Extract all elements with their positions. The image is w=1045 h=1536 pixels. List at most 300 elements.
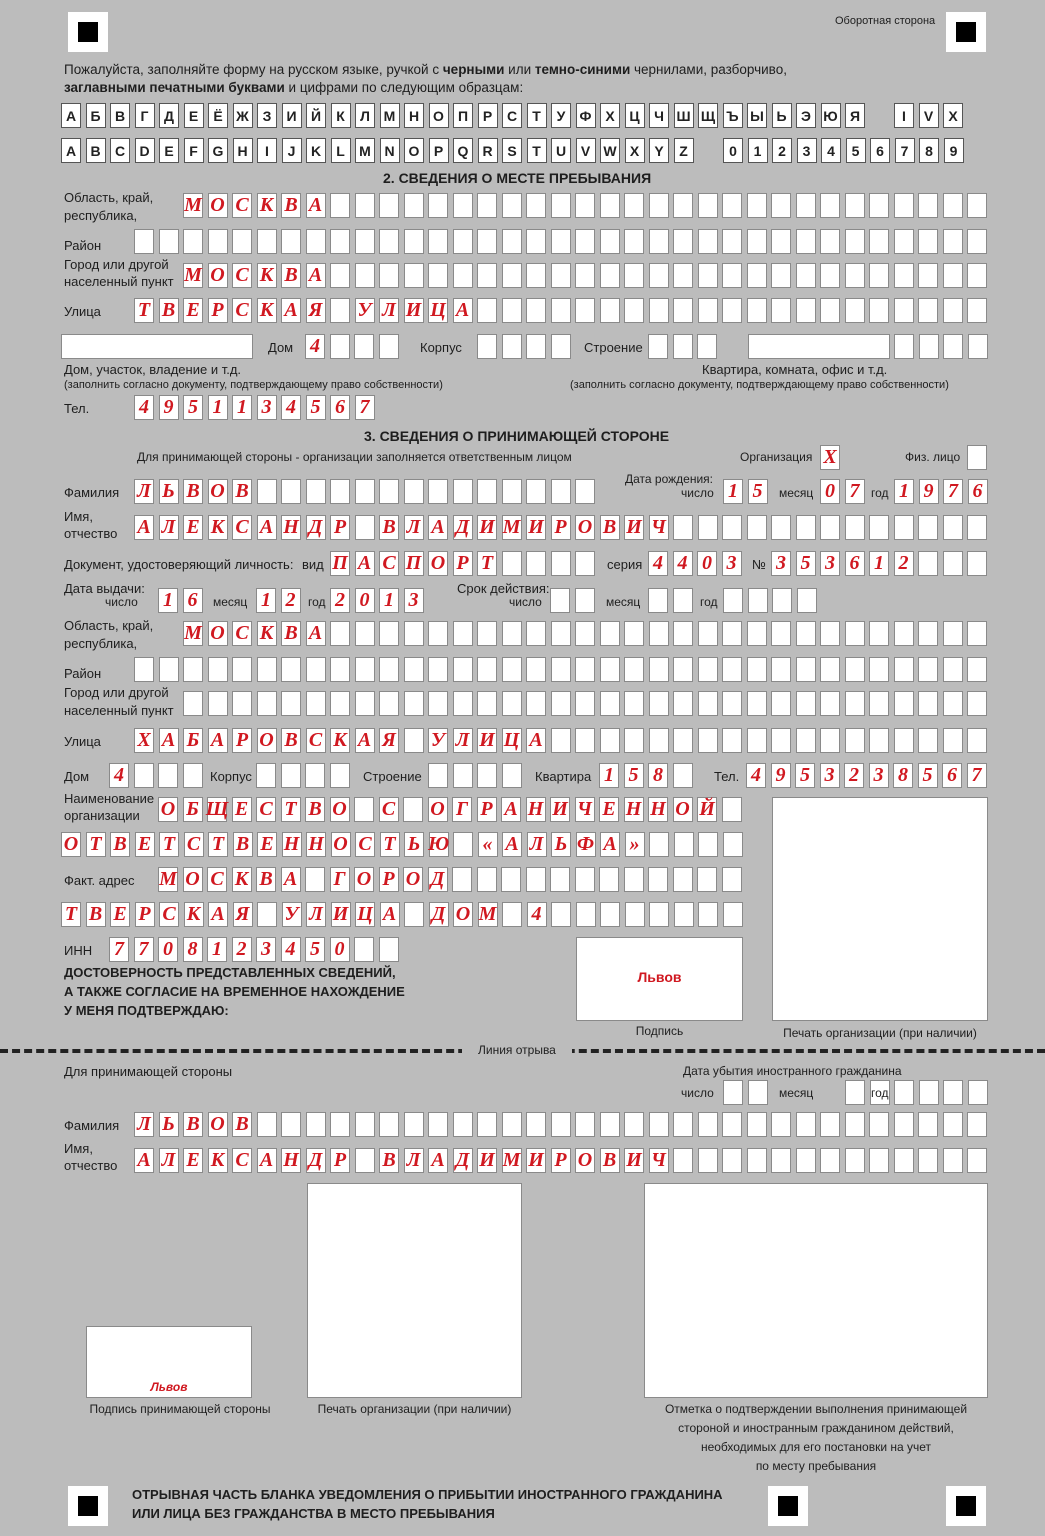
char-cell[interactable] [698, 657, 718, 682]
char-cell[interactable]: Л [134, 479, 154, 504]
char-cell[interactable] [453, 1112, 473, 1137]
char-cell[interactable]: В [600, 515, 620, 540]
char-cell[interactable] [502, 229, 522, 254]
char-cell[interactable] [722, 621, 742, 646]
char-cell[interactable] [919, 1080, 939, 1105]
char-cell[interactable]: О [208, 621, 228, 646]
char-cell[interactable] [747, 263, 767, 288]
departure-day-field[interactable] [723, 1080, 772, 1105]
char-cell[interactable] [796, 515, 816, 540]
char-cell[interactable]: К [208, 1148, 228, 1173]
char-cell[interactable] [600, 691, 620, 716]
char-cell[interactable]: Ю [427, 833, 450, 855]
char-cell[interactable] [845, 1148, 865, 1173]
char-cell[interactable] [379, 229, 399, 254]
char-cell[interactable] [477, 621, 497, 646]
char-cell[interactable] [869, 263, 889, 288]
char-cell[interactable] [723, 588, 743, 613]
char-cell[interactable] [673, 263, 693, 288]
char-cell[interactable] [673, 334, 693, 359]
char-cell[interactable] [722, 263, 742, 288]
char-cell[interactable] [918, 298, 938, 323]
stay-flat-field[interactable] [894, 334, 992, 359]
char-cell[interactable]: О [453, 902, 473, 927]
char-cell[interactable]: О [208, 263, 228, 288]
char-cell[interactable] [648, 867, 668, 892]
char-cell[interactable]: И [526, 515, 546, 540]
char-cell[interactable]: А [134, 1148, 154, 1173]
char-cell[interactable]: С [232, 621, 252, 646]
char-cell[interactable] [796, 691, 816, 716]
char-cell[interactable]: П [404, 551, 424, 576]
char-cell[interactable] [747, 1112, 767, 1137]
char-cell[interactable]: С [159, 902, 179, 927]
char-cell[interactable]: 5 [305, 937, 325, 962]
char-cell[interactable]: И [477, 515, 497, 540]
char-cell[interactable] [869, 193, 889, 218]
char-cell[interactable]: И [477, 728, 497, 753]
char-cell[interactable] [526, 193, 546, 218]
char-cell[interactable]: 3 [256, 937, 276, 962]
char-cell[interactable] [771, 1148, 791, 1173]
char-cell[interactable]: О [183, 867, 203, 892]
char-cell[interactable]: И [477, 1148, 497, 1173]
char-cell[interactable] [575, 551, 595, 576]
char-cell[interactable] [501, 867, 521, 892]
char-cell[interactable] [551, 621, 571, 646]
char-cell[interactable] [600, 193, 620, 218]
char-cell[interactable] [526, 867, 546, 892]
host-phone-field[interactable] [746, 763, 991, 788]
char-cell[interactable] [624, 298, 644, 323]
char-cell[interactable]: С [232, 263, 252, 288]
char-cell[interactable]: 6 [330, 395, 350, 420]
char-cell[interactable]: В [86, 902, 106, 927]
char-cell[interactable]: 7 [967, 763, 987, 788]
tearoff-stamp-box[interactable] [307, 1183, 522, 1398]
char-cell[interactable] [330, 334, 350, 359]
char-cell[interactable] [771, 298, 791, 323]
char-cell[interactable] [673, 229, 693, 254]
char-cell[interactable] [845, 621, 865, 646]
char-cell[interactable] [943, 621, 963, 646]
char-cell[interactable] [918, 691, 938, 716]
char-cell[interactable]: В [110, 832, 130, 857]
char-cell[interactable] [600, 298, 620, 323]
char-cell[interactable] [575, 621, 595, 646]
char-cell[interactable]: 0 [158, 937, 178, 962]
org-stamp-box[interactable] [772, 797, 988, 1021]
char-cell[interactable]: К [257, 298, 277, 323]
char-cell[interactable] [943, 334, 963, 359]
char-cell[interactable]: К [257, 263, 277, 288]
char-cell[interactable] [673, 691, 693, 716]
char-cell[interactable]: Е [183, 515, 203, 540]
char-cell[interactable] [453, 263, 473, 288]
char-cell[interactable] [673, 1148, 693, 1173]
char-cell[interactable]: 5 [795, 763, 815, 788]
char-cell[interactable] [428, 621, 448, 646]
char-cell[interactable] [404, 263, 424, 288]
char-cell[interactable] [673, 193, 693, 218]
char-cell[interactable] [575, 229, 595, 254]
char-cell[interactable] [477, 263, 497, 288]
char-cell[interactable]: 7 [355, 395, 375, 420]
char-cell[interactable] [526, 479, 546, 504]
stay-korpus-field[interactable] [477, 334, 575, 359]
char-cell[interactable]: Й [697, 797, 717, 822]
char-cell[interactable]: С [379, 797, 399, 822]
char-cell[interactable] [256, 763, 276, 788]
char-cell[interactable] [943, 263, 963, 288]
char-cell[interactable] [281, 657, 301, 682]
char-cell[interactable]: 6 [968, 479, 988, 504]
char-cell[interactable]: 1 [869, 551, 889, 576]
char-cell[interactable] [379, 193, 399, 218]
char-cell[interactable] [599, 867, 619, 892]
char-cell[interactable] [134, 229, 154, 254]
char-cell[interactable]: 4 [109, 763, 129, 788]
char-cell[interactable] [771, 515, 791, 540]
char-cell[interactable]: 9 [159, 395, 179, 420]
char-cell[interactable] [575, 588, 595, 613]
char-cell[interactable]: Ч [649, 1148, 669, 1173]
char-cell[interactable]: В [233, 832, 253, 857]
char-cell[interactable] [919, 334, 939, 359]
char-cell[interactable] [379, 334, 399, 359]
char-cell[interactable]: Е [135, 832, 155, 857]
char-cell[interactable]: Ц [355, 902, 375, 927]
char-cell[interactable] [894, 621, 914, 646]
char-cell[interactable]: Л [159, 1148, 179, 1173]
char-cell[interactable]: С [379, 551, 399, 576]
char-cell[interactable] [330, 263, 350, 288]
char-cell[interactable]: Е [257, 832, 277, 857]
char-cell[interactable] [624, 867, 644, 892]
char-cell[interactable]: М [184, 194, 202, 216]
char-cell[interactable] [281, 229, 301, 254]
char-cell[interactable] [551, 193, 571, 218]
char-cell[interactable] [796, 657, 816, 682]
char-cell[interactable] [796, 728, 816, 753]
char-cell[interactable] [379, 937, 399, 962]
char-cell[interactable] [698, 193, 718, 218]
char-cell[interactable] [673, 588, 693, 613]
char-cell[interactable] [796, 621, 816, 646]
char-cell[interactable] [796, 263, 816, 288]
char-cell[interactable]: Б [183, 797, 203, 822]
char-cell[interactable]: Ч [575, 797, 595, 822]
char-cell[interactable] [649, 1112, 669, 1137]
char-cell[interactable]: О [208, 1112, 228, 1137]
char-cell[interactable] [771, 1112, 791, 1137]
char-cell[interactable] [502, 479, 522, 504]
orgname-field-1[interactable] [158, 797, 746, 822]
char-cell[interactable] [845, 1112, 865, 1137]
char-cell[interactable] [281, 763, 301, 788]
char-cell[interactable] [918, 515, 938, 540]
char-cell[interactable] [281, 1112, 301, 1137]
char-cell[interactable]: А [208, 902, 228, 927]
char-cell[interactable]: 2 [232, 937, 252, 962]
char-cell[interactable] [845, 298, 865, 323]
char-cell[interactable]: В [305, 797, 325, 822]
char-cell[interactable]: А [281, 298, 301, 323]
char-cell[interactable]: У [282, 902, 302, 927]
char-cell[interactable] [869, 298, 889, 323]
char-cell[interactable] [354, 797, 374, 822]
char-cell[interactable] [771, 691, 791, 716]
char-cell[interactable]: Р [551, 515, 571, 540]
char-cell[interactable] [526, 691, 546, 716]
char-cell[interactable]: Р [330, 1148, 350, 1173]
char-cell[interactable] [943, 1148, 963, 1173]
char-cell[interactable]: С [355, 832, 375, 857]
char-cell[interactable] [257, 1112, 277, 1137]
char-cell[interactable]: Т [477, 551, 497, 576]
host-flat-field[interactable] [599, 763, 697, 788]
char-cell[interactable] [943, 551, 963, 576]
char-cell[interactable]: Х [820, 445, 840, 470]
char-cell[interactable] [820, 621, 840, 646]
char-cell[interactable] [894, 691, 914, 716]
char-cell[interactable] [894, 657, 914, 682]
char-cell[interactable]: О [257, 728, 277, 753]
char-cell[interactable] [967, 551, 987, 576]
char-cell[interactable] [575, 1112, 595, 1137]
char-cell[interactable]: В [600, 1148, 620, 1173]
char-cell[interactable] [404, 691, 424, 716]
char-cell[interactable] [624, 691, 644, 716]
char-cell[interactable] [330, 298, 350, 323]
departure-year-field[interactable] [894, 1080, 992, 1105]
char-cell[interactable] [355, 193, 375, 218]
char-cell[interactable]: Л [379, 298, 399, 323]
char-cell[interactable] [428, 763, 448, 788]
char-cell[interactable] [968, 334, 988, 359]
char-cell[interactable]: О [673, 797, 693, 822]
doc-kind-field[interactable] [330, 551, 600, 576]
char-cell[interactable]: 1 [232, 395, 252, 420]
char-cell[interactable] [600, 1112, 620, 1137]
char-cell[interactable] [698, 298, 718, 323]
char-cell[interactable] [551, 263, 571, 288]
char-cell[interactable]: И [550, 797, 570, 822]
char-cell[interactable] [820, 229, 840, 254]
char-cell[interactable] [330, 479, 350, 504]
char-cell[interactable] [869, 515, 889, 540]
char-cell[interactable]: 7 [943, 479, 963, 504]
char-cell[interactable] [918, 551, 938, 576]
char-cell[interactable] [722, 657, 742, 682]
char-cell[interactable] [747, 621, 767, 646]
char-cell[interactable] [648, 588, 668, 613]
char-cell[interactable] [943, 229, 963, 254]
char-cell[interactable] [183, 657, 203, 682]
char-cell[interactable] [551, 902, 571, 927]
char-cell[interactable] [600, 229, 620, 254]
char-cell[interactable]: О [428, 797, 448, 822]
char-cell[interactable]: Д [306, 515, 326, 540]
char-cell[interactable] [894, 515, 914, 540]
char-cell[interactable]: Р [453, 551, 473, 576]
char-cell[interactable]: В [379, 515, 399, 540]
char-cell[interactable]: А [257, 515, 277, 540]
char-cell[interactable]: 4 [746, 763, 766, 788]
char-cell[interactable] [183, 691, 203, 716]
house-type-field[interactable] [61, 334, 253, 359]
char-cell[interactable] [575, 263, 595, 288]
char-cell[interactable] [502, 193, 522, 218]
char-cell[interactable] [649, 691, 669, 716]
char-cell[interactable] [330, 621, 350, 646]
valid-month-field[interactable] [648, 588, 697, 613]
char-cell[interactable] [502, 621, 522, 646]
char-cell[interactable]: Р [232, 728, 252, 753]
char-cell[interactable] [551, 229, 571, 254]
char-cell[interactable]: Н [281, 1148, 301, 1173]
char-cell[interactable] [330, 229, 350, 254]
char-cell[interactable]: С [232, 298, 252, 323]
char-cell[interactable]: 5 [183, 395, 203, 420]
fact-address-field-1[interactable] [158, 867, 746, 892]
char-cell[interactable]: А [428, 515, 448, 540]
char-cell[interactable]: Н [526, 797, 546, 822]
char-cell[interactable] [453, 763, 473, 788]
person-checkbox[interactable] [967, 445, 992, 470]
char-cell[interactable] [600, 728, 620, 753]
char-cell[interactable] [428, 229, 448, 254]
char-cell[interactable] [208, 691, 228, 716]
char-cell[interactable]: 1 [599, 763, 619, 788]
char-cell[interactable] [943, 691, 963, 716]
char-cell[interactable] [330, 193, 350, 218]
char-cell[interactable] [673, 298, 693, 323]
char-cell[interactable] [845, 263, 865, 288]
char-cell[interactable]: Ц [428, 298, 448, 323]
char-cell[interactable] [575, 298, 595, 323]
char-cell[interactable] [576, 902, 596, 927]
char-cell[interactable] [379, 691, 399, 716]
char-cell[interactable] [894, 193, 914, 218]
char-cell[interactable] [624, 1112, 644, 1137]
char-cell[interactable]: О [158, 797, 178, 822]
char-cell[interactable] [820, 193, 840, 218]
char-cell[interactable]: Я [233, 902, 253, 927]
char-cell[interactable] [698, 832, 718, 857]
char-cell[interactable] [967, 728, 987, 753]
char-cell[interactable] [772, 588, 792, 613]
char-cell[interactable] [379, 1112, 399, 1137]
char-cell[interactable] [894, 229, 914, 254]
char-cell[interactable] [428, 1112, 448, 1137]
char-cell[interactable] [551, 298, 571, 323]
char-cell[interactable]: 4 [673, 551, 693, 576]
char-cell[interactable]: В [281, 193, 301, 218]
char-cell[interactable]: Д [429, 902, 449, 927]
char-cell[interactable]: С [306, 728, 326, 753]
char-cell[interactable]: 1 [379, 588, 399, 613]
char-cell[interactable]: О [428, 551, 448, 576]
char-cell[interactable] [502, 657, 522, 682]
char-cell[interactable]: 5 [918, 763, 938, 788]
char-cell[interactable]: С [232, 193, 252, 218]
char-cell[interactable]: Д [306, 1148, 326, 1173]
char-cell[interactable] [453, 479, 473, 504]
char-cell[interactable]: Щ [205, 798, 229, 820]
char-cell[interactable]: И [624, 515, 644, 540]
tearoff-name-field[interactable] [134, 1148, 992, 1173]
char-cell[interactable] [551, 334, 571, 359]
char-cell[interactable] [625, 902, 645, 927]
char-cell[interactable] [158, 763, 178, 788]
char-cell[interactable]: Е [232, 797, 252, 822]
char-cell[interactable] [748, 588, 768, 613]
char-cell[interactable]: 1 [208, 395, 228, 420]
char-cell[interactable]: 1 [723, 479, 743, 504]
char-cell[interactable]: Л [306, 902, 326, 927]
char-cell[interactable]: О [61, 832, 81, 857]
char-cell[interactable] [330, 763, 350, 788]
char-cell[interactable]: 4 [281, 395, 301, 420]
inn-field[interactable] [109, 937, 403, 962]
issue-day-field[interactable] [158, 588, 207, 613]
char-cell[interactable] [551, 479, 571, 504]
char-cell[interactable] [673, 657, 693, 682]
char-cell[interactable]: 0 [697, 551, 717, 576]
host-name-field[interactable] [134, 515, 992, 540]
char-cell[interactable]: В [281, 728, 301, 753]
char-cell[interactable] [747, 1148, 767, 1173]
char-cell[interactable]: Н [624, 797, 644, 822]
char-cell[interactable]: В [159, 298, 179, 323]
char-cell[interactable] [796, 298, 816, 323]
char-cell[interactable]: 0 [330, 937, 350, 962]
char-cell[interactable]: Я [306, 298, 326, 323]
char-cell[interactable]: О [331, 832, 351, 857]
char-cell[interactable]: А [134, 515, 154, 540]
char-cell[interactable] [428, 479, 448, 504]
char-cell[interactable]: « [478, 832, 498, 857]
char-cell[interactable]: 6 [183, 588, 203, 613]
char-cell[interactable] [257, 229, 277, 254]
char-cell[interactable]: В [281, 621, 301, 646]
char-cell[interactable]: Ф [576, 833, 594, 855]
char-cell[interactable] [967, 657, 987, 682]
char-cell[interactable] [306, 1112, 326, 1137]
char-cell[interactable] [722, 867, 742, 892]
char-cell[interactable] [967, 1148, 987, 1173]
char-cell[interactable] [747, 657, 767, 682]
char-cell[interactable]: Л [134, 1112, 154, 1137]
char-cell[interactable]: 8 [893, 763, 913, 788]
char-cell[interactable]: А [281, 867, 301, 892]
char-cell[interactable] [404, 902, 424, 927]
char-cell[interactable] [894, 1148, 914, 1173]
char-cell[interactable] [477, 657, 497, 682]
char-cell[interactable]: В [232, 479, 252, 504]
char-cell[interactable]: В [183, 1112, 203, 1137]
char-cell[interactable]: Л [404, 1148, 424, 1173]
char-cell[interactable] [550, 588, 570, 613]
char-cell[interactable] [551, 551, 571, 576]
char-cell[interactable] [257, 657, 277, 682]
char-cell[interactable] [869, 621, 889, 646]
char-cell[interactable] [355, 691, 375, 716]
char-cell[interactable] [526, 263, 546, 288]
char-cell[interactable] [648, 334, 668, 359]
char-cell[interactable]: 9 [771, 763, 791, 788]
